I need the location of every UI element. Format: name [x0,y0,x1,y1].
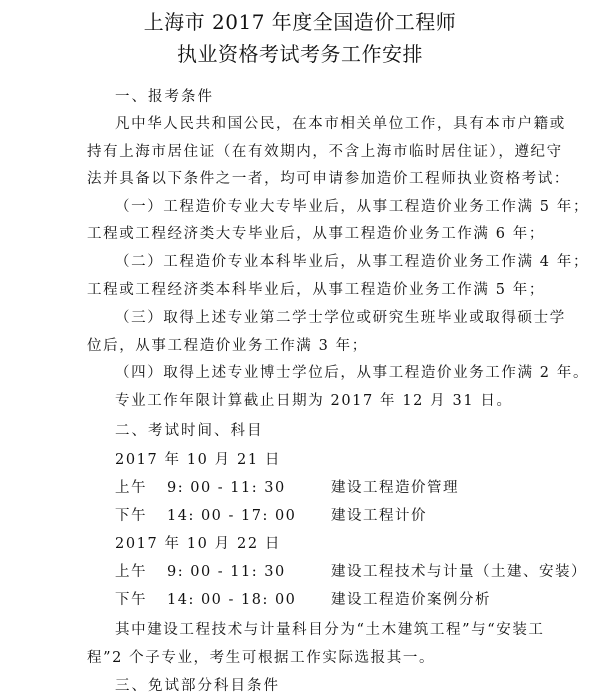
condition-line: 位后，从事工程造价业务工作满 3 年； [87,338,368,354]
condition-line: （二）工程造价专业本科毕业后，从事工程造价业务工作满 4 年； [115,254,590,270]
condition-line: 工程或工程经济类本科毕业后，从事工程造价业务工作满 5 年； [87,282,545,298]
paragraph-line: 程”2 个子专业，考生可根据工作实际选报其一。 [87,650,436,666]
section-heading-eligibility: 一、报考条件 [115,89,214,105]
condition-line: （一）工程造价专业大专毕业后，从事工程造价业务工作满 5 年； [115,199,590,215]
session-time: 14: 00 - 18: 00 [167,592,297,608]
session-period: 上午 [115,480,147,496]
condition-line: 工程或工程经济类大专毕业后，从事工程造价业务工作满 6 年； [87,226,545,242]
session-time: 9: 00 - 11: 30 [167,564,286,580]
session-period: 上午 [115,564,147,580]
exam-date: 2017 年 10 月 22 日 [115,536,281,552]
paragraph-line: 凡中华人民共和国公民，在本市相关单位工作，具有本市户籍或 [115,116,566,132]
condition-line: （三）取得上述专业第二学士学位或研究生班毕业或取得硕士学 [115,310,566,326]
session-period: 下午 [115,592,147,608]
exam-date: 2017 年 10 月 21 日 [115,452,281,468]
session-subject: 建设工程计价 [331,508,427,524]
paragraph-line: 其中建设工程技术与计量科目分为“土木建筑工程”与“安装工 [115,622,545,638]
session-subject: 建设工程技术与计量（土建、安装） [331,564,587,580]
exam-session-row [115,562,587,582]
session-period: 下午 [115,508,147,524]
session-subject: 建设工程造价管理 [331,480,459,496]
paragraph-line: 持有上海市居住证（在有效期内，不含上海市临时居住证），遵纪守 [87,144,563,160]
session-subject: 建设工程造价案例分析 [331,592,491,608]
condition-line: （四）取得上述专业博士学位后，从事工程造价业务工作满 2 年。 [115,365,590,381]
document-title-line-2: 执业资格考试考务工作安排 [177,42,423,66]
session-time: 14: 00 - 17: 00 [167,508,297,524]
exam-session-row [115,506,427,526]
paragraph-line: 法并具备以下条件之一者，均可申请参加造价工程师执业资格考试： [87,171,570,187]
deadline-line: 专业工作年限计算截止日期为 2017 年 12 月 31 日。 [115,393,513,409]
section-heading-exam-schedule: 二、考试时间、科目 [115,423,264,439]
exam-session-row [115,590,491,610]
exam-session-row [115,478,459,498]
session-time: 9: 00 - 11: 30 [167,480,286,496]
section-heading-exemption: 三、免试部分科目条件 [115,678,280,694]
document-title-line-1: 上海市 2017 年度全国造价工程师 [143,10,457,34]
